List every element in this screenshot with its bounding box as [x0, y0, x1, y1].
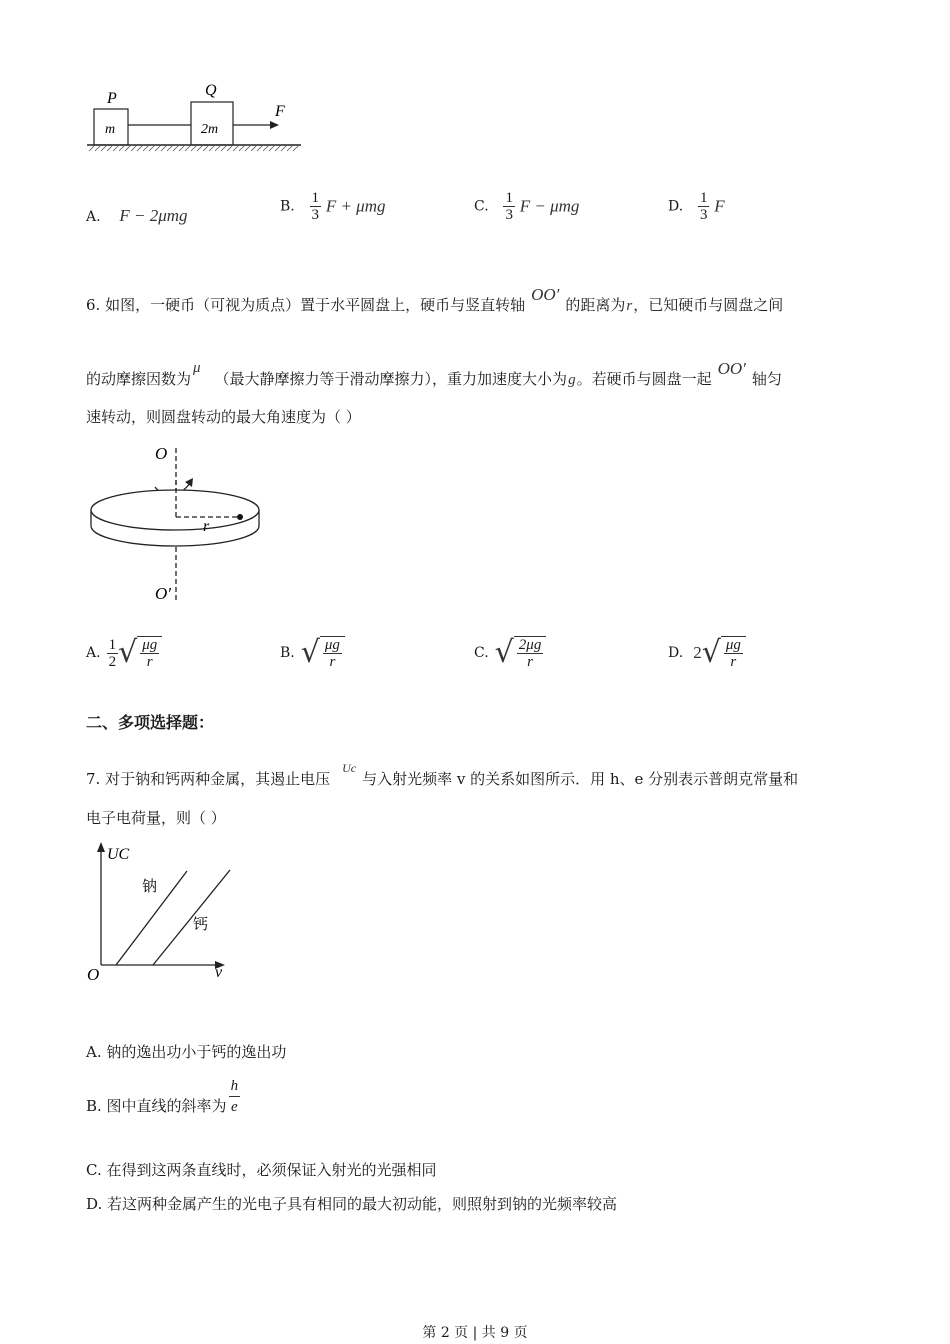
q5-option-c-letter: C. — [474, 198, 489, 215]
q6-option-c-sqrt: √ $\frac{2\mu g}{r}$ — [495, 636, 547, 670]
q5-option-b-letter: B. — [280, 198, 295, 215]
q5-option-a-expr: F − 2μmg — [119, 206, 188, 225]
q6-stem-line1: 6. 如图，一硬币（可视为质点）置于水平圆盘上，硬币与竖直转轴OO′的距离为r，已知硬币与圆盘之间 — [86, 285, 784, 314]
fig5-label-q: Q — [205, 82, 217, 99]
fig5-mass-q: 2m — [201, 122, 219, 137]
q5-option-c-fraction: $\frac{1}{3}$ — [505, 190, 513, 223]
q6-option-b-sqrt: √ $\frac{\mu g}{r}$ — [301, 636, 345, 670]
x-axis-label: v — [215, 964, 223, 981]
q5-option-a-letter: A. — [86, 209, 101, 225]
fig5-force-label: F — [275, 103, 285, 120]
q6-option-d-sqrt: √ $\frac{\mu g}{r}$ — [702, 636, 746, 670]
fig5-mass-p: m — [105, 122, 116, 137]
q6-option-b[interactable] — [280, 628, 345, 678]
q6-option-d-coef: 2 — [693, 643, 702, 662]
calcium-label: 钙 — [193, 915, 209, 933]
q7-option-c[interactable]: C. 在得到这两条直线时，必须保证入射光的光强相同 — [86, 1161, 437, 1179]
q7-stem-line1: 7. 对于钠和钙两种金属，其遏止电压$^{Uc}$与入射光频率 v 的关系如图所示．用 h、e 分别表示普朗克常量和 — [86, 761, 799, 788]
sodium-label: 钠 — [142, 877, 158, 895]
q7-option-a[interactable]: A. 钠的逸出功小于钙的逸出功 — [86, 1043, 287, 1061]
q5-option-b-fraction: $\frac{1}{3}$ — [311, 190, 320, 223]
force-arrowhead — [270, 121, 279, 129]
q6-axis-symbol-2: OO′ — [717, 359, 746, 378]
q6-option-d-letter: D. — [668, 645, 684, 661]
q7-stem-line2: 电子电荷量，则（ ） — [86, 809, 226, 827]
section-heading-multiple-choice: 二、多项选择题： — [86, 713, 215, 732]
rotation-arrowhead — [185, 478, 193, 487]
q6-mu-symbol: μ — [193, 360, 201, 376]
q5-option-c-expr: F − μmg — [519, 196, 580, 216]
q6-option-c-letter: C. — [474, 645, 489, 661]
q6-option-a-letter: A. — [86, 645, 101, 661]
disk-top — [91, 490, 259, 530]
q6-axis-symbol: OO′ — [531, 285, 560, 304]
radius-label: r — [203, 518, 210, 535]
fig5-label-p: P — [107, 90, 117, 107]
q6-option-a-sqrt: √ $\frac{\mu g}{r}$ — [118, 636, 162, 670]
q6-stem-line2: 的动摩擦因数为μ（最大静摩擦力等于滑动摩擦力），重力加速度大小为g。若硬币与圆盘一起OO′轴匀 — [86, 359, 782, 388]
pq-blocks-figure — [85, 78, 315, 158]
q7-option-d[interactable]: D. 若这两种金属产生的光电子具有相同的最大初动能，则照射到钠的光频率较高 — [86, 1195, 618, 1213]
q7-option-b-text: B. 图中直线的斜率为 — [86, 1096, 227, 1115]
q6-option-a-coef: $\frac{1}{2}$ — [108, 636, 117, 670]
ground-hatching — [89, 145, 299, 151]
origin-label: O — [87, 965, 100, 984]
q5-option-a[interactable] — [86, 206, 188, 227]
q6-option-b-letter: B. — [280, 645, 295, 661]
q7-option-b-fraction: $\frac{h}{e}$ — [230, 1078, 239, 1115]
q6-option-c[interactable] — [474, 628, 546, 678]
axis-label-top: O — [155, 444, 168, 463]
coin-dot — [237, 514, 243, 520]
q5-option-d[interactable] — [668, 190, 725, 223]
q6-option-a[interactable] — [86, 628, 162, 678]
page-footer: 第 2 页 | 共 9 页 — [422, 1325, 528, 1341]
q5-option-c[interactable] — [474, 190, 579, 223]
q5-option-d-letter: D. — [668, 198, 684, 215]
rotating-disk-figure — [85, 440, 285, 605]
q7-uc-symbol: Uc — [342, 761, 357, 775]
q5-option-d-fraction: $\frac{1}{3}$ — [699, 190, 708, 223]
q6-stem-line3: 速转动，则圆盘转动的最大角速度为（ ） — [86, 408, 361, 426]
q5-option-b[interactable] — [280, 190, 385, 223]
stopping-voltage-graph — [85, 840, 245, 990]
q5-option-b-expr: F + μmg — [325, 196, 386, 216]
y-axis-arrowhead — [97, 842, 105, 852]
y-axis-label: UC — [107, 846, 130, 863]
q7-option-b[interactable] — [86, 1076, 240, 1117]
axis-label-bottom: O′ — [155, 584, 171, 603]
calcium-line — [153, 870, 230, 965]
q6-option-d[interactable] — [668, 628, 746, 678]
q5-option-d-expr: F — [714, 196, 725, 216]
